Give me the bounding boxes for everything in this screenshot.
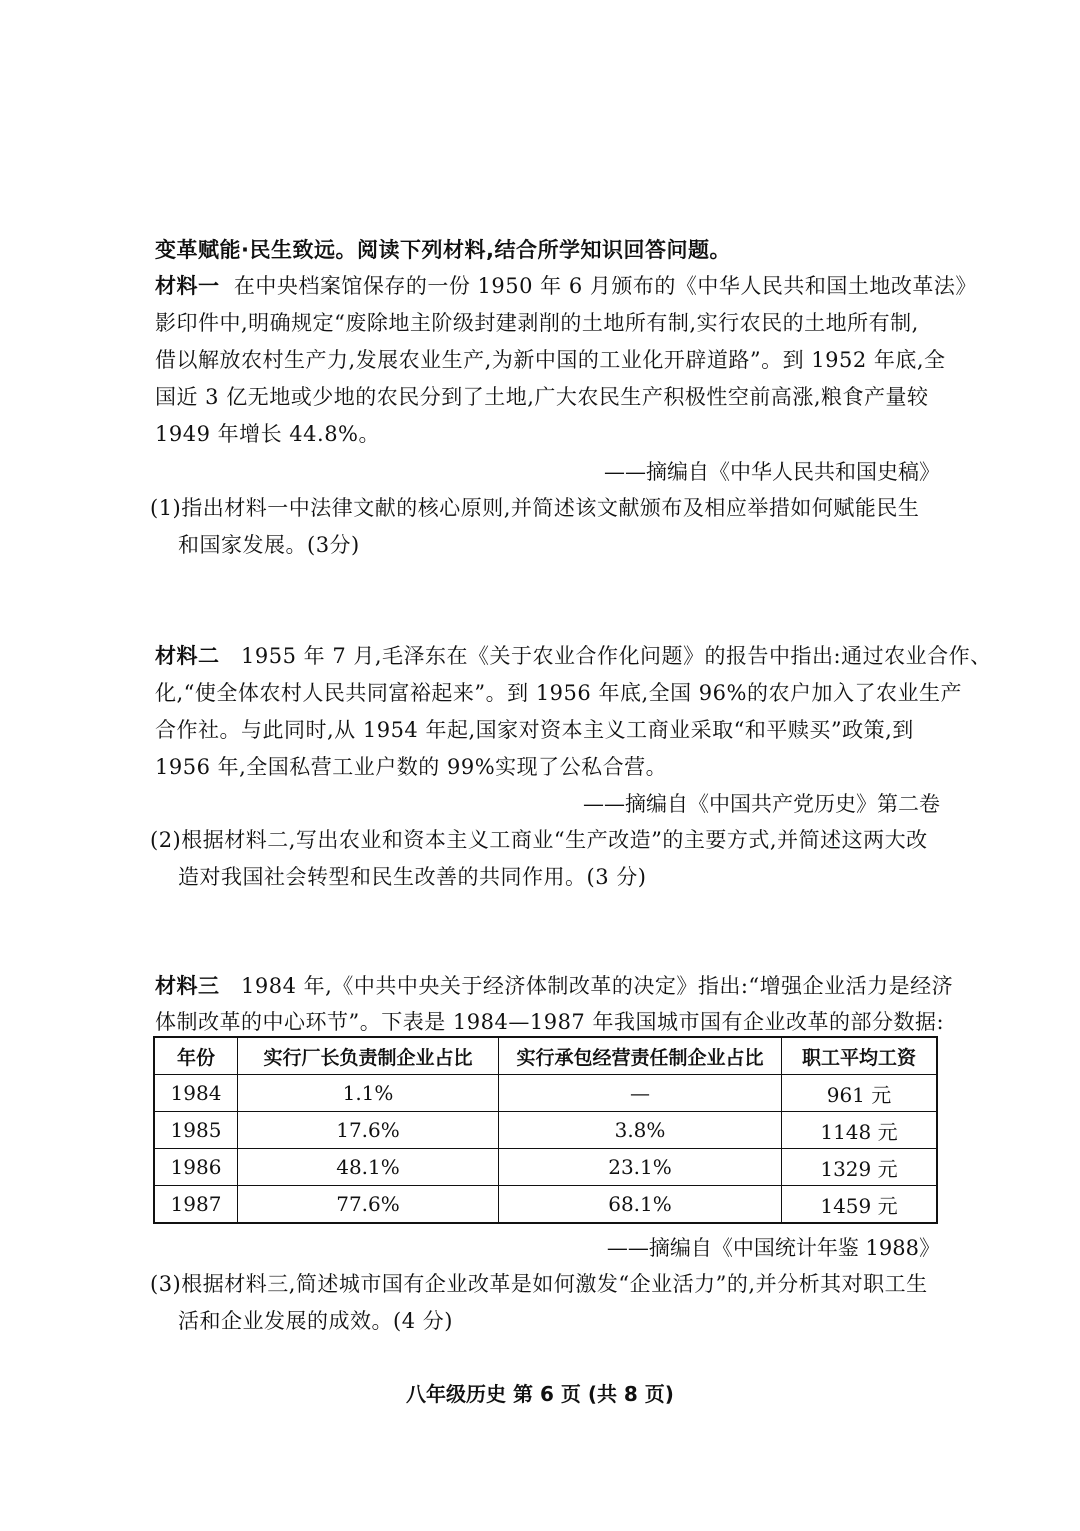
table-row <box>154 1149 937 1186</box>
question1-line2: 和国家发展。(3分) <box>178 533 360 557</box>
intro-text: 变革赋能·民生致远。阅读下列材料,结合所学知识回答问题。 <box>155 238 731 262</box>
material1-line3: 借以解放农村生产力,发展农业生产,为新中国的工业化开辟道路”。到 1952 年底,全 <box>155 348 946 372</box>
table-cell: 961 元 <box>782 1075 938 1112</box>
table-cell: 68.1% <box>499 1186 782 1224</box>
question1-line1: (1)指出材料一中法律文献的核心原则,并简述该文献颁布及相应举措如何赋能民生 <box>150 496 920 520</box>
table-row <box>154 1186 937 1224</box>
table-cell: 1459 元 <box>782 1186 938 1224</box>
material2-line3: 合作社。与此同时,从 1954 年起,国家对资本主义工商业采取“和平赎买”政策,到 <box>155 718 914 742</box>
material1-line4: 国近 3 亿无地或少地的农民分到了土地,广大农民生产积极性空前高涨,粮食产量较 <box>155 385 929 409</box>
question3-line2: 活和企业发展的成效。(4 分) <box>178 1309 453 1333</box>
enterprise-reform-table <box>153 1036 938 1224</box>
material1-line1: 材料一 在中央档案馆保存的一份 1950 年 6 月颁布的《中华人民共和国土地改革法》 <box>155 274 977 298</box>
table-cell: 3.8% <box>499 1112 782 1149</box>
material1-label: 材料一 <box>155 274 220 298</box>
table-cell: 77.6% <box>238 1186 499 1224</box>
question2-line1: (2)根据材料二,写出农业和资本主义工商业“生产改造”的主要方式,并简述这两大改 <box>150 828 928 852</box>
table-cell: — <box>499 1075 782 1112</box>
material3-line1: 材料三 1984 年,《中共中央关于经济体制改革的决定》指出:“增强企业活力是经济 <box>155 974 954 998</box>
table-cell: 1987 <box>154 1186 238 1224</box>
material2-label: 材料二 <box>155 644 220 668</box>
table-cell: 1986 <box>154 1149 238 1186</box>
material1-line5: 1949 年增长 44.8%。 <box>155 422 381 446</box>
page-footer: 八年级历史 第 6 页 (共 8 页) <box>406 1382 674 1406</box>
material3-label: 材料三 <box>155 974 220 998</box>
material3-line2: 体制改革的中心环节”。下表是 1984—1987 年我国城市国有企业改革的部分数据: <box>155 1010 945 1034</box>
material1-source: ——摘编自《中华人民共和国史稿》 <box>604 460 940 484</box>
table-header-cell: 实行承包经营责任制企业占比 <box>499 1037 782 1075</box>
table-header-cell: 年份 <box>154 1037 238 1075</box>
material1-line2: 影印件中,明确规定“废除地主阶级封建剥削的土地所有制,实行农民的土地所有制, <box>155 311 919 335</box>
table-cell: 17.6% <box>238 1112 499 1149</box>
table-row <box>154 1112 937 1149</box>
table-header-row <box>154 1037 937 1075</box>
table-header-cell: 实行厂长负责制企业占比 <box>238 1037 499 1075</box>
table-row <box>154 1075 937 1112</box>
material2-line4: 1956 年,全国私营工业户数的 99%实现了公私合营。 <box>155 755 668 779</box>
material2-line2: 化,“使全体农村人民共同富裕起来”。到 1956 年底,全国 96%的农户加入了农业生产 <box>155 681 962 705</box>
table-cell: 1984 <box>154 1075 238 1112</box>
table-cell: 1329 元 <box>782 1149 938 1186</box>
table-cell: 48.1% <box>238 1149 499 1186</box>
question3-line1: (3)根据材料三,简述城市国有企业改革是如何激发“企业活力”的,并分析其对职工生 <box>150 1272 928 1296</box>
material2-source: ——摘编自《中国共产党历史》第二卷 <box>583 792 940 816</box>
table-cell: 1985 <box>154 1112 238 1149</box>
table-cell: 23.1% <box>499 1149 782 1186</box>
table-cell: 1148 元 <box>782 1112 938 1149</box>
question2-line2: 造对我国社会转型和民生改善的共同作用。(3 分) <box>178 865 647 889</box>
material3-source: ——摘编自《中国统计年鉴 1988》 <box>606 1236 940 1260</box>
table-cell: 1.1% <box>238 1075 499 1112</box>
material2-line1: 材料二 1955 年 7 月,毛泽东在《关于农业合作化问题》的报告中指出:通过农业合作、 <box>155 644 992 668</box>
table-header-cell: 职工平均工资 <box>782 1037 938 1075</box>
